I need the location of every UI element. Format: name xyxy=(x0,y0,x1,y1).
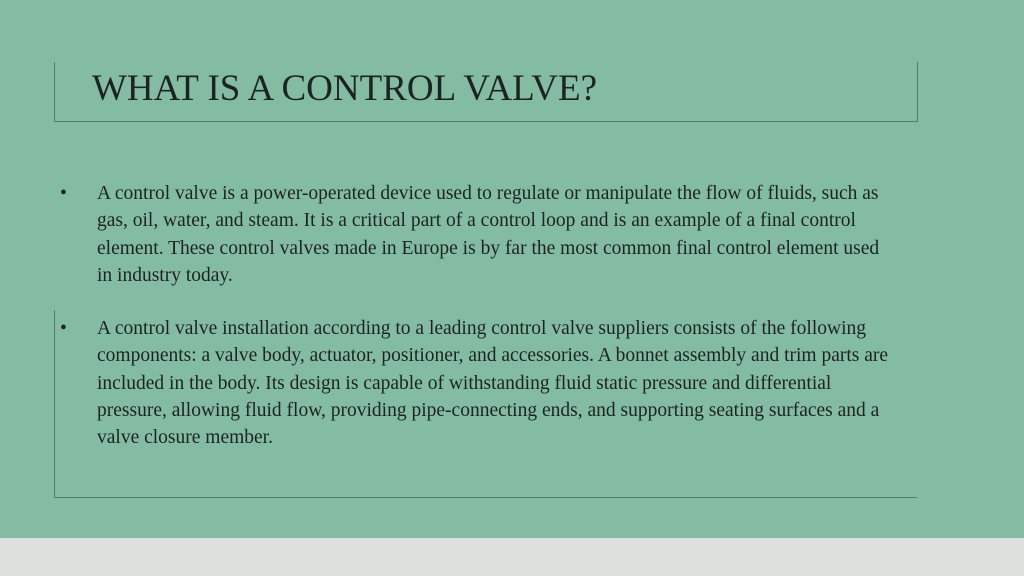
title-frame-left-line xyxy=(54,62,55,122)
bottom-band xyxy=(0,538,1024,576)
content-frame-left-line xyxy=(54,310,55,498)
bullet-text-1: A control valve is a power-operated device used to regulate or manipulate the flow of fluids, such as gas, oil, water, and steam. It is a critical part of a control loop and is an example of a final control element. These control valves made in Europe is by far the most common final control element used in industry today. xyxy=(97,183,880,286)
bullet-list xyxy=(60,180,890,452)
bullet-dot: • xyxy=(60,183,67,204)
title-frame-right-line xyxy=(917,62,918,122)
slide-title: WHAT IS A CONTROL VALVE? xyxy=(92,68,598,109)
bullet-dot: • xyxy=(60,318,67,340)
bullet-item-1 xyxy=(60,180,890,289)
title-frame-bottom-line xyxy=(54,121,918,122)
bullet-item-2 xyxy=(60,315,890,451)
content-frame-bottom-line xyxy=(54,497,917,498)
bullet-text-2: A control valve installation according to a leading control valve suppliers consists of the following components: a valve body, actuator, positioner, and accessories. A bonnet assembly and trim parts are included in the body. Its design is capable of withstanding fluid static pressure and differential pressure, allowing fluid flow, providing pipe-connecting ends, and supporting seating surfaces and a valve closure member. xyxy=(97,318,889,449)
